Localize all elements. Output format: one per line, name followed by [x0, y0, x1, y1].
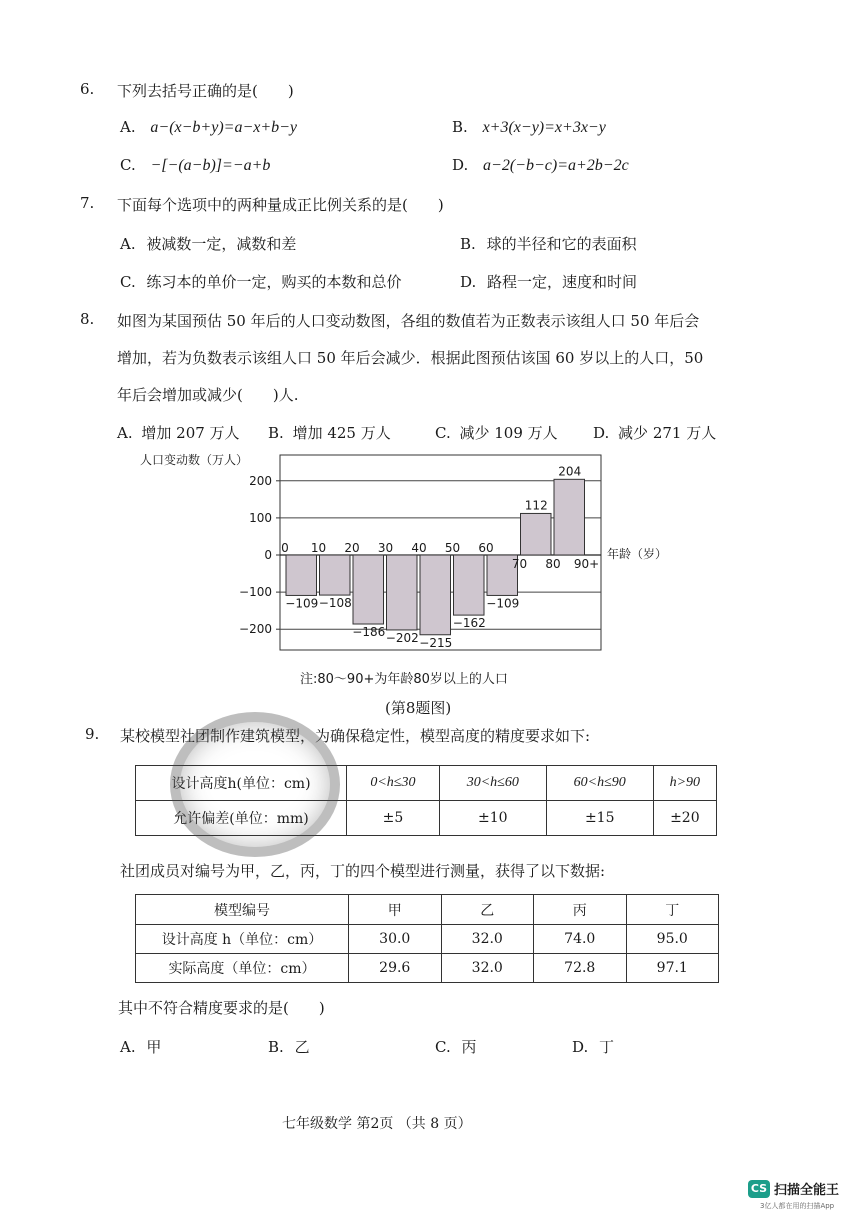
chart-caption: (第8题图) — [385, 699, 452, 717]
bar — [454, 555, 485, 615]
model-id-cell: 甲 — [349, 895, 442, 925]
q8-number: 8. — [80, 310, 95, 328]
option-label: D. — [593, 424, 610, 442]
option-text: 被减数一定，减数和差 — [146, 235, 297, 253]
tolerance-cell: ±20 — [653, 801, 716, 836]
q7-stem: 下面每个选项中的两种量成正比例关系的是( ) — [117, 196, 444, 214]
option-label: C. — [120, 156, 136, 174]
q8-option-d — [593, 422, 716, 443]
q9-option-c — [435, 1036, 477, 1057]
measurement-table-header: 模型编号 — [136, 895, 349, 925]
option-label: B. — [268, 1038, 284, 1056]
bar — [387, 555, 418, 630]
q7-number: 7. — [80, 194, 95, 212]
option-label: C. — [435, 1038, 451, 1056]
bar — [420, 555, 451, 635]
x-tick-label: 60 — [478, 541, 494, 555]
option-text: x+3(x−y)=x+3x−y — [482, 119, 606, 136]
q6-option-a — [120, 118, 297, 137]
q8-stem-line-3: 年后会增加或减少( )人. — [117, 386, 299, 404]
x-tick-label: 40 — [411, 541, 427, 555]
option-label: D. — [460, 273, 477, 291]
bar-value-label: 112 — [524, 498, 548, 513]
page-footer: 七年级数学 第2页 （共 8 页） — [282, 1116, 472, 1132]
measurement-table — [135, 894, 719, 983]
bar-value-label: −109 — [285, 596, 319, 611]
option-label: B. — [460, 235, 476, 253]
bar-value-label: −186 — [352, 625, 386, 640]
option-text: 球的半径和它的表面积 — [486, 235, 637, 253]
bar-value-label: −162 — [452, 616, 486, 631]
range-cell: 0<h≤30 — [347, 766, 440, 801]
tolerance-table — [135, 765, 717, 836]
bar-value-label: −108 — [318, 596, 352, 611]
q9-stem: 某校模型社团制作建筑模型，为确保稳定性，模型高度的精度要求如下: — [120, 727, 591, 745]
camscanner-logo-icon: CS — [748, 1180, 770, 1198]
range-cell: 30<h≤60 — [439, 766, 546, 801]
tolerance-table-header: 设计高度h(单位：cm) — [136, 766, 347, 801]
design-height-label: 设计高度 h（单位：cm） — [136, 925, 349, 954]
q9-mid-text: 社团成员对编号为甲，乙，丙，丁的四个模型进行测量，获得了以下数据: — [120, 862, 606, 880]
x-tick-label: 20 — [344, 541, 360, 555]
option-label: B. — [452, 118, 468, 136]
x-tick-label: 50 — [444, 541, 461, 555]
tolerance-row-label: 允许偏差(单位：mm) — [136, 801, 347, 836]
range-cell: h>90 — [653, 766, 716, 801]
design-height-cell: 30.0 — [349, 925, 442, 954]
watermark-subtitle: 3亿人都在用的扫描App — [760, 1202, 835, 1210]
option-text: 练习本的单价一定，购买的本数和总价 — [146, 273, 402, 291]
watermark-title: 扫描全能王 — [774, 1183, 840, 1198]
option-text: 丁 — [599, 1038, 615, 1056]
option-label: A. — [120, 1038, 136, 1056]
chart-note: 注:80～90+为年龄80岁以上的人口 — [300, 672, 508, 687]
bar-value-label: −202 — [385, 630, 419, 645]
option-text: a−(x−b+y)=a−x+b−y — [150, 119, 298, 136]
y-tick-label: −100 — [239, 585, 272, 600]
q8-stem-line-2: 增加，若为负数表示该组人口 50 年后会减少．根据此图预估该国 60 岁以上的人口，50 — [117, 349, 704, 367]
model-id-cell: 丙 — [534, 895, 627, 925]
x-axis-title: 年龄（岁） — [607, 547, 668, 561]
option-label: D. — [572, 1038, 589, 1056]
option-text: −[−(a−b)]=−a+b — [150, 157, 271, 174]
q7-option-a — [120, 233, 296, 254]
y-tick-label: 200 — [249, 473, 272, 488]
bar-value-label: −215 — [419, 635, 453, 650]
option-label: C. — [435, 424, 451, 442]
q6-option-c — [120, 156, 270, 175]
x-tick-label: 80 — [545, 557, 561, 571]
option-label: A. — [117, 424, 133, 442]
q7-option-d — [460, 271, 637, 292]
x-tick-label: 30 — [377, 541, 394, 555]
bar — [554, 479, 585, 555]
option-text: 减少 271 万人 — [618, 424, 717, 442]
y-axis-title: 人口变动数（万人） — [140, 453, 249, 467]
q9-option-b — [268, 1036, 310, 1057]
option-label: B. — [268, 424, 284, 442]
model-id-cell: 丁 — [626, 895, 719, 925]
actual-height-cell: 29.6 — [349, 954, 442, 983]
design-height-cell: 74.0 — [534, 925, 627, 954]
actual-height-cell: 32.0 — [441, 954, 534, 983]
actual-height-cell: 72.8 — [534, 954, 627, 983]
q8-option-c — [435, 422, 558, 443]
population-change-chart — [135, 450, 695, 690]
option-label: C. — [120, 273, 136, 291]
y-tick-label: −200 — [239, 622, 272, 637]
x-tick-label: 0 — [281, 541, 289, 555]
q9-number: 9. — [85, 725, 100, 743]
q9-option-a — [120, 1036, 161, 1057]
q6-option-d — [452, 156, 629, 175]
q6-option-b — [452, 118, 606, 137]
tolerance-cell: ±5 — [347, 801, 440, 836]
bar — [353, 555, 384, 624]
bar — [286, 555, 317, 595]
q7-option-c — [120, 271, 402, 292]
range-cell: 60<h≤90 — [546, 766, 653, 801]
tolerance-cell: ±10 — [439, 801, 546, 836]
option-label: A. — [120, 118, 136, 136]
option-text: 增加 425 万人 — [292, 424, 391, 442]
design-height-cell: 32.0 — [441, 925, 534, 954]
actual-height-label: 实际高度（单位：cm） — [136, 954, 349, 983]
option-text: 路程一定，速度和时间 — [487, 273, 638, 291]
x-tick-label: 90+ — [573, 557, 600, 571]
design-height-cell: 95.0 — [626, 925, 719, 954]
option-text: a−2(−b−c)=a+2b−2c — [483, 157, 629, 174]
q8-stem-line-1: 如图为某国预估 50 年后的人口变动数图，各组的数值若为正数表示该组人口 50 年后会 — [117, 312, 700, 330]
x-tick-label: 70 — [511, 557, 528, 571]
y-tick-label: 100 — [249, 510, 272, 525]
q6-number: 6. — [80, 80, 95, 98]
q6-stem: 下列去括号正确的是( ) — [117, 82, 294, 100]
bar — [320, 555, 351, 595]
y-tick-label: 0 — [264, 548, 272, 562]
q7-option-b — [460, 233, 637, 254]
option-text: 增加 207 万人 — [141, 424, 240, 442]
option-text: 丙 — [461, 1038, 477, 1056]
actual-height-cell: 97.1 — [626, 954, 719, 983]
q9-question: 其中不符合精度要求的是( ) — [118, 999, 325, 1017]
option-text: 乙 — [294, 1038, 310, 1056]
option-label: A. — [120, 235, 136, 253]
q8-option-b — [268, 422, 391, 443]
chart-svg — [135, 450, 695, 690]
model-id-cell: 乙 — [441, 895, 534, 925]
bar — [521, 513, 552, 555]
q9-option-d — [572, 1036, 614, 1057]
bar-value-label: −109 — [486, 596, 520, 611]
option-label: D. — [452, 156, 469, 174]
option-text: 甲 — [146, 1038, 162, 1056]
bar-value-label: 204 — [558, 464, 582, 479]
option-text: 减少 109 万人 — [459, 424, 558, 442]
x-tick-label: 10 — [310, 541, 327, 555]
q8-option-a — [117, 422, 240, 443]
tolerance-cell: ±15 — [546, 801, 653, 836]
